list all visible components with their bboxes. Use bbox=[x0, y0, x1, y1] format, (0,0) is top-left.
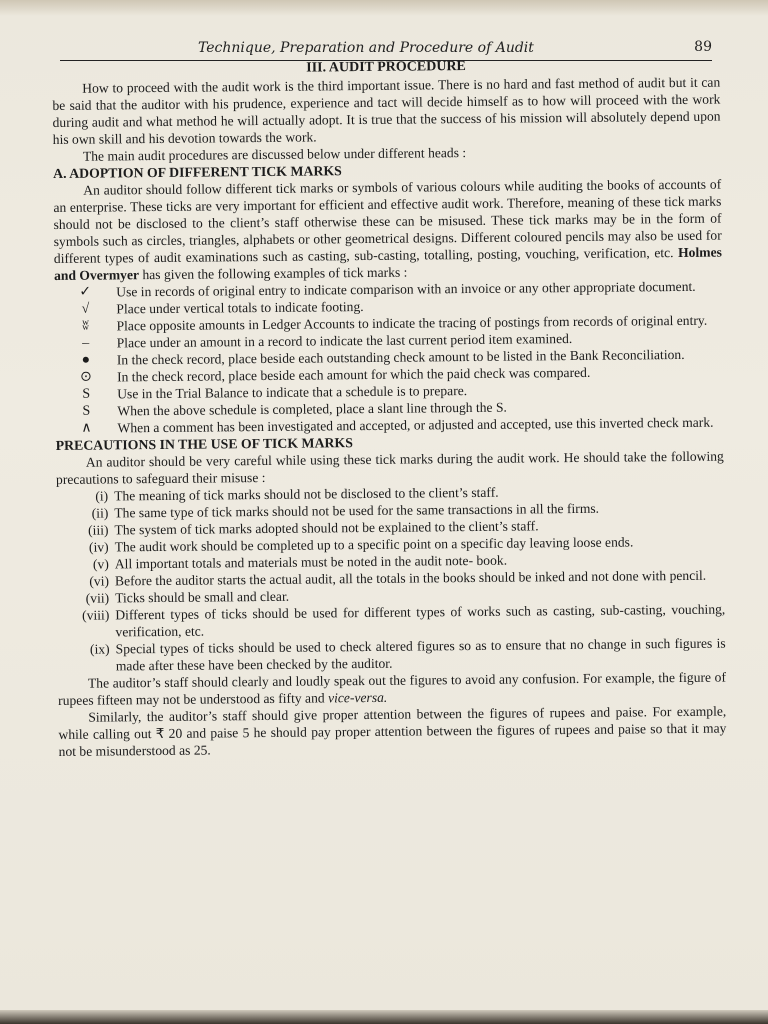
precautions-intro: An auditor should be very careful while using these tick marks during the audit work. He should take the following precautions to safeguard their misuse : bbox=[55, 448, 724, 487]
section-title: III. AUDIT PROCEDURE bbox=[306, 59, 466, 76]
item-number: (i) bbox=[95, 488, 109, 504]
item-number: (viii) bbox=[82, 607, 110, 623]
closing-paragraph: Similarly, the auditor’s staff should give proper attention between the figures of rupees and paise. For example, while calling out ₹ 20 and paise 5 he should pay proper attention between the figures of rupees and paise so that it may not be misunderstood as 25. bbox=[58, 703, 727, 759]
dash-mark-icon: – bbox=[82, 335, 90, 351]
paragraph-text: The auditor’s staff should clearly and loudly speak out the figures to avoid any confusion. For example, the figure of rupees fifteen may not be understood as fifty and bbox=[58, 669, 727, 708]
precautions-list bbox=[56, 482, 726, 675]
subsection-title: A. ADOPTION OF DIFFERENT TICK MARKS bbox=[52, 163, 342, 181]
page-number: 89 bbox=[694, 39, 712, 55]
circled-dot-icon: ⊙ bbox=[80, 369, 92, 385]
list-item-text: In the check record, place beside each amount for which the paid check was compared. bbox=[116, 364, 591, 385]
list-item-text: When the above schedule is completed, place a slant line through the S. bbox=[117, 399, 507, 419]
running-title: Technique, Preparation and Procedure of Audit bbox=[198, 40, 534, 56]
list-item-text: Place under an amount in a record to indicate the last current period item examined. bbox=[116, 331, 573, 351]
precautions-title: PRECAUTIONS IN THE USE OF TICK MARKS bbox=[55, 435, 353, 453]
intro-paragraph: The main audit procedures are discussed below under different heads : bbox=[82, 145, 467, 164]
list-item-text: When a comment has been investigated and accepted, or adjusted and accepted, use this inverted check mark. bbox=[117, 414, 714, 436]
item-number: (vii) bbox=[85, 590, 110, 606]
double-check-mark-icon: ʬ bbox=[81, 318, 90, 334]
intro-paragraph: How to proceed with the audit work is the third important issue. There is no hard and fast method of audit but it can be said that the auditor with his prudence, experience and tact will decide himself as to how will proceed with the work during audit and what method he will actually adopt. It is true that the success of his mission will absolutely depend upon his own skill and his devotion towards the work. bbox=[52, 74, 721, 147]
list-item-text: All important totals and materials must be noted in the audit note- book. bbox=[114, 552, 508, 572]
list-item-text: Special types of ticks should be used to check altered figures so as to ensure that no change in such figures is made after these have been checked by the auditor. bbox=[115, 635, 726, 674]
list-item-text: Ticks should be small and clear. bbox=[115, 588, 290, 606]
slashed-s-icon: S bbox=[82, 403, 91, 419]
paragraph-text: An auditor should follow different tick marks or symbols of various colours while auditing the books of accounts of an enterprise. These ticks are very important for efficient and effective audit work. Therefore, meaning of these tick marks should not be disclosed to the client’s staff otherwise these can be misused. These tick marks may be in the form of symbols such as circles, triangles, alphabets or other geometrical designs. Different coloured pencils may also be used for different types of audit examinations such as casting, sub-casting, totalling, posting, vouching, verification, etc. bbox=[53, 176, 722, 266]
item-number: (ii) bbox=[91, 505, 109, 521]
item-number: (ix) bbox=[89, 641, 110, 657]
check-mark-icon: ✓ bbox=[79, 284, 92, 300]
list-item-text: Place opposite amounts in Ledger Accounts to indicate the tracing of postings from records of original entry. bbox=[116, 312, 708, 334]
italic-phrase: vice-versa. bbox=[327, 689, 388, 706]
page-bottom-edge bbox=[0, 1010, 768, 1024]
filled-dot-icon: ● bbox=[81, 352, 91, 368]
list-item-text: The same type of tick marks should not be used for the same transactions in all the firms. bbox=[114, 500, 600, 521]
letter-s-icon: S bbox=[82, 386, 91, 402]
footing-mark-icon: √ bbox=[81, 301, 90, 317]
paragraph-text: has given the following examples of tick marks : bbox=[142, 264, 408, 283]
authors-name: Holmes and Overmyer bbox=[53, 244, 722, 283]
list-item-text: Place under vertical totals to indicate footing. bbox=[116, 299, 364, 317]
list-item-text: The system of tick marks adopted should not be explained to the client’s staff. bbox=[114, 518, 539, 538]
page-body bbox=[52, 56, 727, 760]
item-number: (iii) bbox=[88, 522, 109, 538]
list-item-text: Different types of ticks should be used for different types of works such as casting, sub-casting, vouching, verification, etc. bbox=[115, 601, 726, 640]
list-item-text: The meaning of tick marks should not be disclosed to the client’s staff. bbox=[114, 484, 499, 504]
item-number: (v) bbox=[92, 556, 109, 572]
item-number: (vi) bbox=[89, 573, 110, 589]
list-item-text: Use in the Trial Balance to indicate that a schedule is to prepare. bbox=[117, 383, 468, 402]
list-item-text: In the check record, place beside each outstanding check amount to be listed in the Bank Reconciliation. bbox=[116, 346, 685, 368]
tick-marks-paragraph bbox=[53, 176, 722, 284]
item-number: (iv) bbox=[88, 539, 109, 555]
tick-marks-list bbox=[54, 278, 723, 437]
list-item-text: Before the auditor starts the actual audit, all the totals in the books should be inked and not done with pencil. bbox=[114, 567, 707, 589]
inverted-check-mark-icon: ∧ bbox=[81, 420, 92, 436]
page-top-edge bbox=[0, 0, 768, 16]
list-item-text: Use in records of original entry to indicate comparison with an invoice or any other appropriate document. bbox=[116, 278, 696, 300]
list-item-text: The audit work should be completed up to a specific point on a specific day leaving loose ends. bbox=[114, 534, 634, 555]
